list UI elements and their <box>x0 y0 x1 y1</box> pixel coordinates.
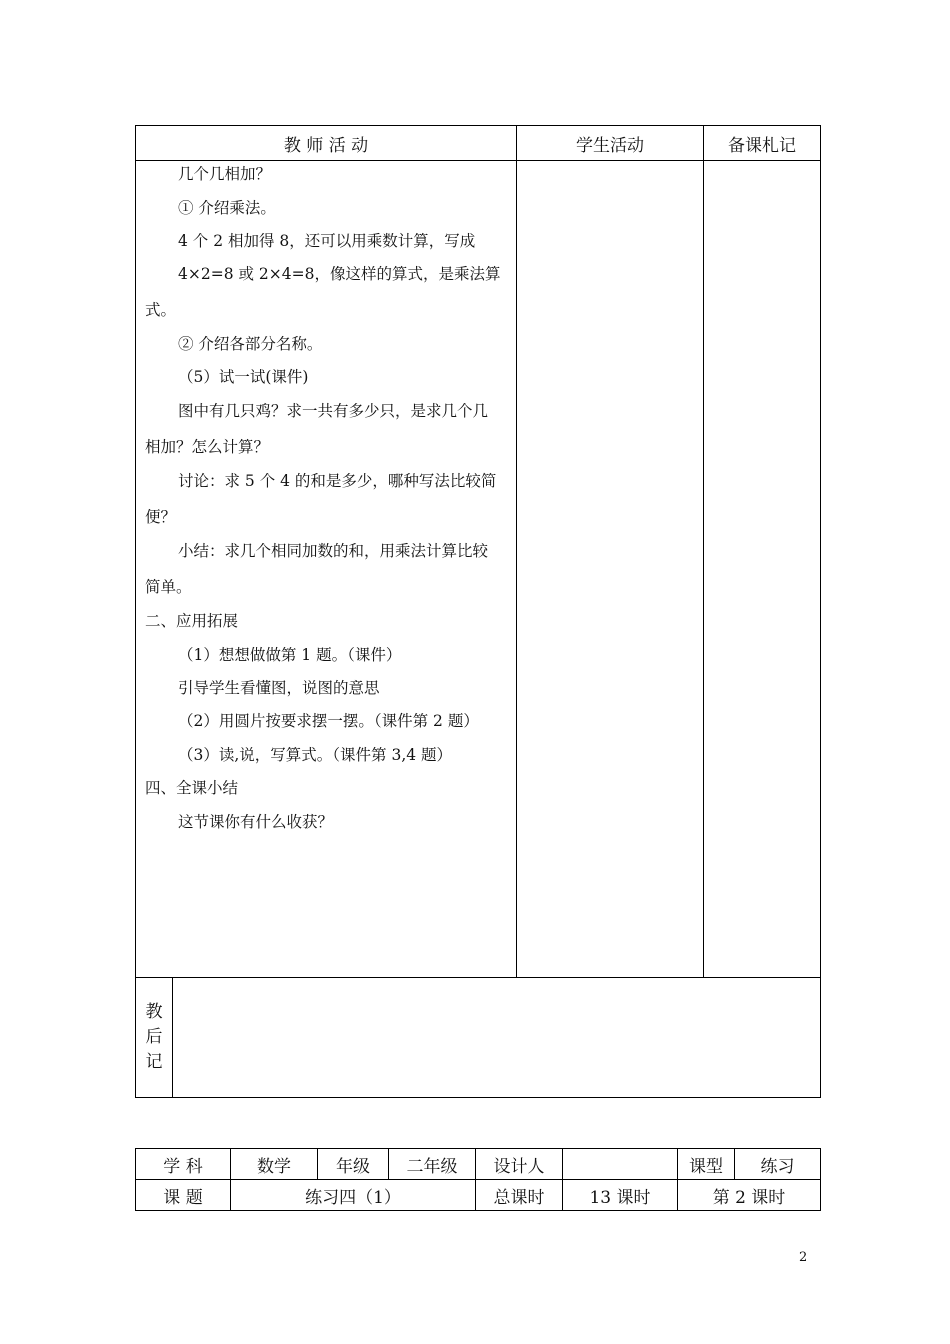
topic-value: 练习四（1） <box>305 1187 401 1208</box>
afterword-content <box>173 978 820 1097</box>
afterword-label <box>136 1000 172 1075</box>
content-line: ① 介绍乘法。 <box>178 199 276 217</box>
content-line: （5）试一试(课件) <box>178 368 309 386</box>
content-line: （3）读,说，写算式。（课件第 3,4 题） <box>178 746 453 764</box>
lesson-type-label: 课型 <box>689 1156 723 1177</box>
content-line: 小结：求几个相同加数的和，用乘法计算比较 <box>178 542 489 560</box>
content-line: 4×2=8 或 2×4=8，像这样的算式，是乘法算 <box>178 265 501 283</box>
content-line: 引导学生看懂图，说图的意思 <box>178 679 380 697</box>
content-line: ② 介绍各部分名称。 <box>178 335 323 353</box>
current-hour-value: 第 2 课时 <box>712 1187 786 1208</box>
subject-value: 数学 <box>257 1156 291 1177</box>
content-line: 讨论：求 5 个 4 的和是多少，哪种写法比较简 <box>178 472 497 490</box>
afterword-char: 后 <box>145 1027 163 1047</box>
content-line: 4 个 2 相加得 8，还可以用乘数计算，写成 <box>178 232 476 250</box>
designer-label: 设计人 <box>493 1156 545 1177</box>
lesson-type-value: 练习 <box>760 1156 795 1177</box>
header-lesson-notes: 备课札记 <box>728 135 796 156</box>
grade-label: 年级 <box>336 1156 370 1177</box>
content-line: 相加？怎么计算？ <box>145 438 270 456</box>
total-hours-value: 13 课时 <box>589 1187 651 1208</box>
content-line: 便？ <box>145 508 177 526</box>
total-hours-label: 总课时 <box>493 1187 545 1208</box>
designer-value <box>563 1149 677 1179</box>
content-line: 简单。 <box>145 578 192 596</box>
content-line: （1）想想做做第 1 题。（课件） <box>178 646 402 664</box>
grade-value: 二年级 <box>406 1156 458 1177</box>
page-number: 2 <box>799 1250 808 1265</box>
content-line: 式。 <box>145 301 177 319</box>
afterword-char: 记 <box>145 1052 163 1072</box>
afterword-char: 教 <box>145 1002 163 1022</box>
topic-label: 课 题 <box>163 1187 203 1208</box>
header-teacher-activity: 教 师 活 动 <box>283 135 369 156</box>
subject-label: 学 科 <box>163 1156 203 1177</box>
content-line: 图中有几只鸡？求一共有多少只，是求几个几 <box>178 402 489 420</box>
section-heading: 二、应用拓展 <box>145 612 239 630</box>
content-line: 这节课你有什么收获？ <box>178 813 334 831</box>
header-student-activity: 学生活动 <box>576 135 644 156</box>
content-line: 几个几相加？ <box>178 165 272 183</box>
section-heading: 四、全课小结 <box>145 779 239 797</box>
content-line: （2）用圆片按要求摆一摆。（课件第 2 题） <box>178 712 479 730</box>
